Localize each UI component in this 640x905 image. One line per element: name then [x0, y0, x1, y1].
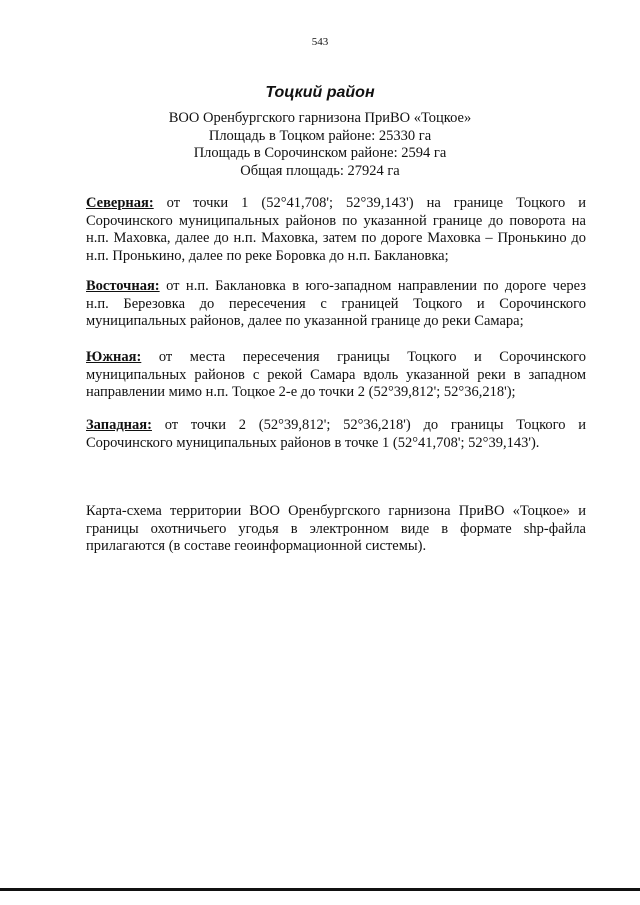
- area-totsky: Площадь в Тоцком районе: 25330 га: [208, 127, 432, 144]
- header-block: [0, 110, 640, 180]
- boundary-north: [86, 195, 586, 265]
- area-total: Общая площадь: 27924 га: [240, 162, 400, 179]
- area-sorochinsky: Площадь в Сорочинском районе: 2594 га: [193, 145, 447, 161]
- document-title: Тоцкий район: [265, 84, 375, 101]
- boundary-west: [86, 417, 586, 452]
- boundary-west-label: Западная:: [86, 417, 152, 433]
- boundary-east-label: Восточная:: [86, 278, 160, 294]
- boundary-south: [86, 349, 586, 402]
- boundary-south-label: Южная:: [86, 349, 142, 365]
- organization-name: ВОО Оренбургского гарнизона ПриВО «Тоцкое»: [168, 110, 472, 126]
- boundary-north-label: Северная:: [86, 195, 154, 211]
- page-number: 543: [311, 36, 329, 48]
- bottom-rule: [0, 888, 640, 891]
- boundary-south-text: от места пересечения границы Тоцкого и Сорочинского муниципальных районов с рекой Самара вдоль указанной реки в западном направлении мимо н.п. Тоцкое 2-е до точки 2 (52°39,812'; 52°36,218');: [86, 349, 586, 400]
- map-note: Карта-схема территории ВОО Оренбургского гарнизона ПриВО «Тоцкое» и границы охотничьего угодья в электронном виде в формате shp-файла прилагаются (в составе геоинформационной системы).: [86, 503, 586, 554]
- boundary-west-text: от точки 2 (52°39,812'; 52°36,218') до границы Тоцкого и Сорочинского муниципальных районов в точке 1 (52°41,708'; 52°39,143').: [86, 417, 586, 451]
- boundary-east-text: от н.п. Баклановка в юго-западном направлении по дороге через н.п. Березовка до пересечения с границей Тоцкого и Сорочинского муниципальных районов, далее по указанной границе до реки Самара;: [86, 278, 586, 329]
- boundary-east: [86, 278, 586, 331]
- boundary-north-text: от точки 1 (52°41,708'; 52°39,143') на границе Тоцкого и Сорочинского муниципальных районов по указанной границе до поворота на н.п. Маховка, далее до н.п. Маховка, затем по дороге Маховка – Пронькино до н.п. Пронькино, далее по реке Боровка до н.п. Баклановка;: [86, 195, 586, 264]
